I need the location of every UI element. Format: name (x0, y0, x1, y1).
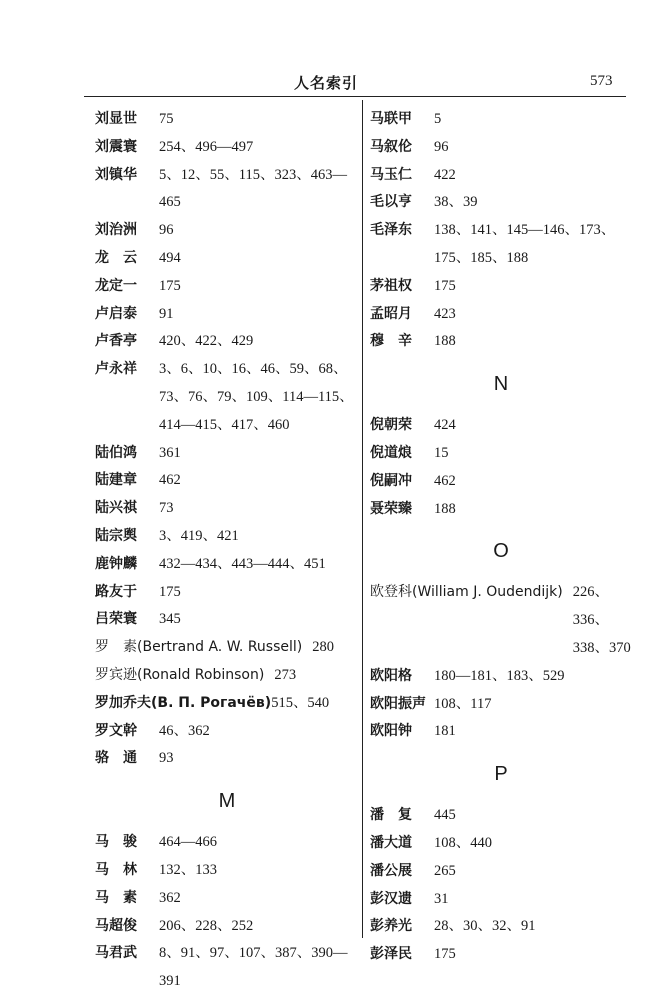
entry-pages: 96 (159, 222, 174, 239)
entry-pages: 265 (434, 862, 456, 879)
index-entry (95, 745, 359, 773)
section-heading-n: N (493, 373, 509, 396)
entry-name: 陆兴祺 (95, 500, 137, 517)
entry-name: 马超俊 (95, 917, 137, 934)
index-entry (95, 940, 359, 996)
index-entry (95, 440, 359, 468)
entry-pages: 422 (434, 166, 456, 183)
entry-name: 马 骏 (95, 834, 137, 851)
index-entry (370, 830, 632, 858)
index-list (370, 412, 632, 523)
index-entry (370, 663, 632, 691)
entry-pages: 462 (159, 472, 181, 489)
entry-pages: 423 (434, 305, 456, 322)
index-entry (370, 301, 632, 329)
entry-name: 卢香亭 (95, 333, 137, 350)
index-entry (370, 134, 632, 162)
index-list (370, 802, 632, 969)
entry-pages: 445 (434, 807, 456, 824)
entry-pages: 175 (434, 277, 456, 294)
section-heading-m: M (218, 790, 236, 813)
index-list (370, 106, 632, 356)
entry-pages: 180—181、183、529 (434, 667, 565, 684)
index-entry (370, 886, 632, 914)
entry-name: 龙 云 (95, 249, 137, 266)
entry-pages: 108、117 (434, 695, 492, 712)
index-entry (95, 857, 359, 885)
entry-name: 彭养光 (370, 918, 412, 935)
index-list (370, 579, 632, 746)
entry-name: 刘显世 (95, 111, 137, 127)
index-entry (370, 858, 632, 886)
entry-pages: 28、30、32、91 (434, 918, 536, 935)
index-entry (95, 579, 359, 607)
index-entry (370, 691, 632, 719)
entry-name: 罗 素(Bertrand A. W. Russell) (95, 639, 303, 656)
entry-pages: 5 (434, 111, 442, 127)
entry-name: 马联甲 (370, 111, 412, 127)
entry-pages: 175 (159, 277, 181, 294)
running-header-title: 人名索引 (293, 74, 358, 92)
index-entry (95, 634, 359, 662)
entry-name: 卢永祥 (95, 361, 137, 378)
index-entry (370, 328, 632, 356)
right-column (370, 106, 632, 969)
entry-pages: 15 (434, 444, 449, 461)
entry-name: 欧阳振声 (370, 695, 426, 712)
index-entry (95, 245, 359, 273)
index-entry (95, 718, 359, 746)
index-entry (370, 718, 632, 746)
index-entry (370, 189, 632, 217)
index-entry (95, 551, 359, 579)
index-entry (370, 802, 632, 830)
index-entry (95, 328, 359, 356)
entry-pages: 8、91、97、107、387、390—391 (159, 945, 348, 990)
entry-name: 马 林 (95, 861, 137, 878)
entry-name: 潘 复 (370, 807, 412, 824)
entry-pages: 188 (434, 333, 456, 350)
index-entry (95, 106, 359, 134)
index-entry (370, 941, 632, 969)
index-entry (95, 885, 359, 913)
index-entry (95, 913, 359, 941)
entry-pages: 31 (434, 890, 449, 907)
entry-name: 马 素 (95, 889, 137, 906)
column-divider (362, 100, 363, 938)
entry-name: 毛以亨 (370, 194, 412, 211)
entry-pages: 73 (159, 500, 174, 517)
entry-pages: 464—466 (159, 834, 217, 851)
entry-name: 欧阳钟 (370, 723, 412, 740)
entry-name: 马君武 (95, 945, 137, 962)
entry-name: 路友于 (95, 583, 137, 600)
entry-pages: 175 (159, 583, 181, 600)
index-entry (95, 690, 359, 718)
entry-name: 鹿钟麟 (95, 555, 137, 572)
entry-name: 马玉仁 (370, 166, 412, 183)
entry-name: 潘公展 (370, 862, 412, 879)
page-number: 573 (590, 73, 613, 89)
index-entry (95, 217, 359, 245)
section-heading-p: P (494, 763, 508, 786)
entry-pages: 420、422、429 (159, 333, 254, 350)
entry-name: 欧阳格 (370, 667, 412, 684)
entry-name: 彭泽民 (370, 946, 412, 963)
entry-pages: 345 (159, 611, 181, 628)
entry-name: 刘治洲 (95, 222, 137, 239)
entry-name: 马叙伦 (370, 138, 412, 155)
index-entry (370, 412, 632, 440)
entry-pages: 138、141、145—146、173、175、185、188 (434, 222, 616, 266)
index-entry (95, 495, 359, 523)
entry-name: 倪道烺 (370, 444, 412, 461)
index-entry (370, 440, 632, 468)
entry-pages: 273 (274, 666, 297, 683)
entry-name: 茅祖权 (370, 277, 412, 294)
entry-pages: 226、336、338、370 (572, 584, 631, 656)
entry-name: 毛泽东 (370, 222, 412, 239)
entry-name: 彭汉遗 (370, 890, 412, 907)
index-entry (370, 106, 632, 134)
entry-name: 穆 辛 (370, 333, 412, 350)
entry-name: 骆 通 (95, 750, 137, 767)
entry-name: 倪嗣冲 (370, 472, 412, 489)
index-list (95, 106, 359, 773)
entry-pages: 432—434、443—444、451 (159, 555, 326, 572)
entry-name: 欧登科(William J. Oudendijk) (370, 584, 563, 601)
index-entry (370, 913, 632, 941)
index-entry (370, 162, 632, 190)
entry-pages: 3、419、421 (159, 527, 239, 544)
index-entry (95, 467, 359, 495)
index-entry (95, 606, 359, 634)
index-entry (95, 829, 359, 857)
index-entry (95, 301, 359, 329)
entry-pages: 75 (159, 111, 174, 127)
left-column (95, 106, 359, 996)
entry-name: 卢启泰 (95, 305, 137, 322)
index-entry (95, 162, 359, 218)
index-entry (370, 217, 632, 273)
entry-name: 罗宾逊(Ronald Robinson) (95, 666, 265, 683)
section-heading-o: O (493, 540, 509, 563)
entry-pages: 46、362 (159, 722, 210, 739)
entry-name: 刘震寰 (95, 138, 137, 155)
entry-name: 潘大道 (370, 834, 412, 851)
entry-pages: 206、228、252 (159, 917, 254, 934)
entry-pages: 362 (159, 889, 181, 906)
entry-pages: 3、6、10、16、46、59、68、73、76、79、109、114—115、414—415、417、460 (159, 361, 354, 433)
index-entry (370, 468, 632, 496)
index-entry (370, 273, 632, 301)
entry-name: 倪朝荣 (370, 417, 412, 434)
entry-pages: 132、133 (159, 861, 217, 878)
entry-pages: 361 (159, 444, 181, 461)
entry-pages: 181 (434, 723, 456, 740)
entry-pages: 5、12、55、115、323、463—465 (159, 166, 347, 211)
index-entry (370, 496, 632, 524)
entry-pages: 494 (159, 249, 181, 266)
entry-pages: 254、496—497 (159, 138, 254, 155)
entry-name: 陆宗舆 (95, 527, 137, 544)
entry-pages: 515、540 (271, 694, 330, 711)
index-entry (95, 273, 359, 301)
entry-name: 聂荣臻 (370, 500, 412, 517)
entry-name: 龙定一 (95, 277, 137, 294)
entry-pages: 280 (312, 639, 335, 656)
entry-pages: 93 (159, 750, 174, 767)
entry-pages: 38、39 (434, 194, 478, 211)
entry-pages: 96 (434, 138, 449, 155)
entry-name: 罗文幹 (95, 722, 137, 739)
entry-name: 孟昭月 (370, 305, 412, 322)
entry-pages: 188 (434, 500, 456, 517)
index-list (95, 829, 359, 996)
header-rule (84, 96, 626, 97)
entry-name: 陆伯鸿 (95, 444, 137, 461)
index-entry (95, 134, 359, 162)
entry-name: 刘镇华 (95, 166, 137, 183)
index-entry (95, 662, 359, 690)
entry-pages: 91 (159, 305, 174, 322)
index-entry (95, 356, 359, 439)
entry-pages: 424 (434, 417, 456, 434)
entry-name: 陆建章 (95, 472, 137, 489)
entry-name: 吕荣寰 (95, 611, 137, 628)
index-entry (95, 523, 359, 551)
entry-pages: 175 (434, 946, 456, 963)
entry-name: 罗加乔夫(В. П. Рогачёв) (95, 694, 272, 711)
index-entry (370, 579, 632, 662)
entry-pages: 108、440 (434, 834, 492, 851)
entry-pages: 462 (434, 472, 456, 489)
